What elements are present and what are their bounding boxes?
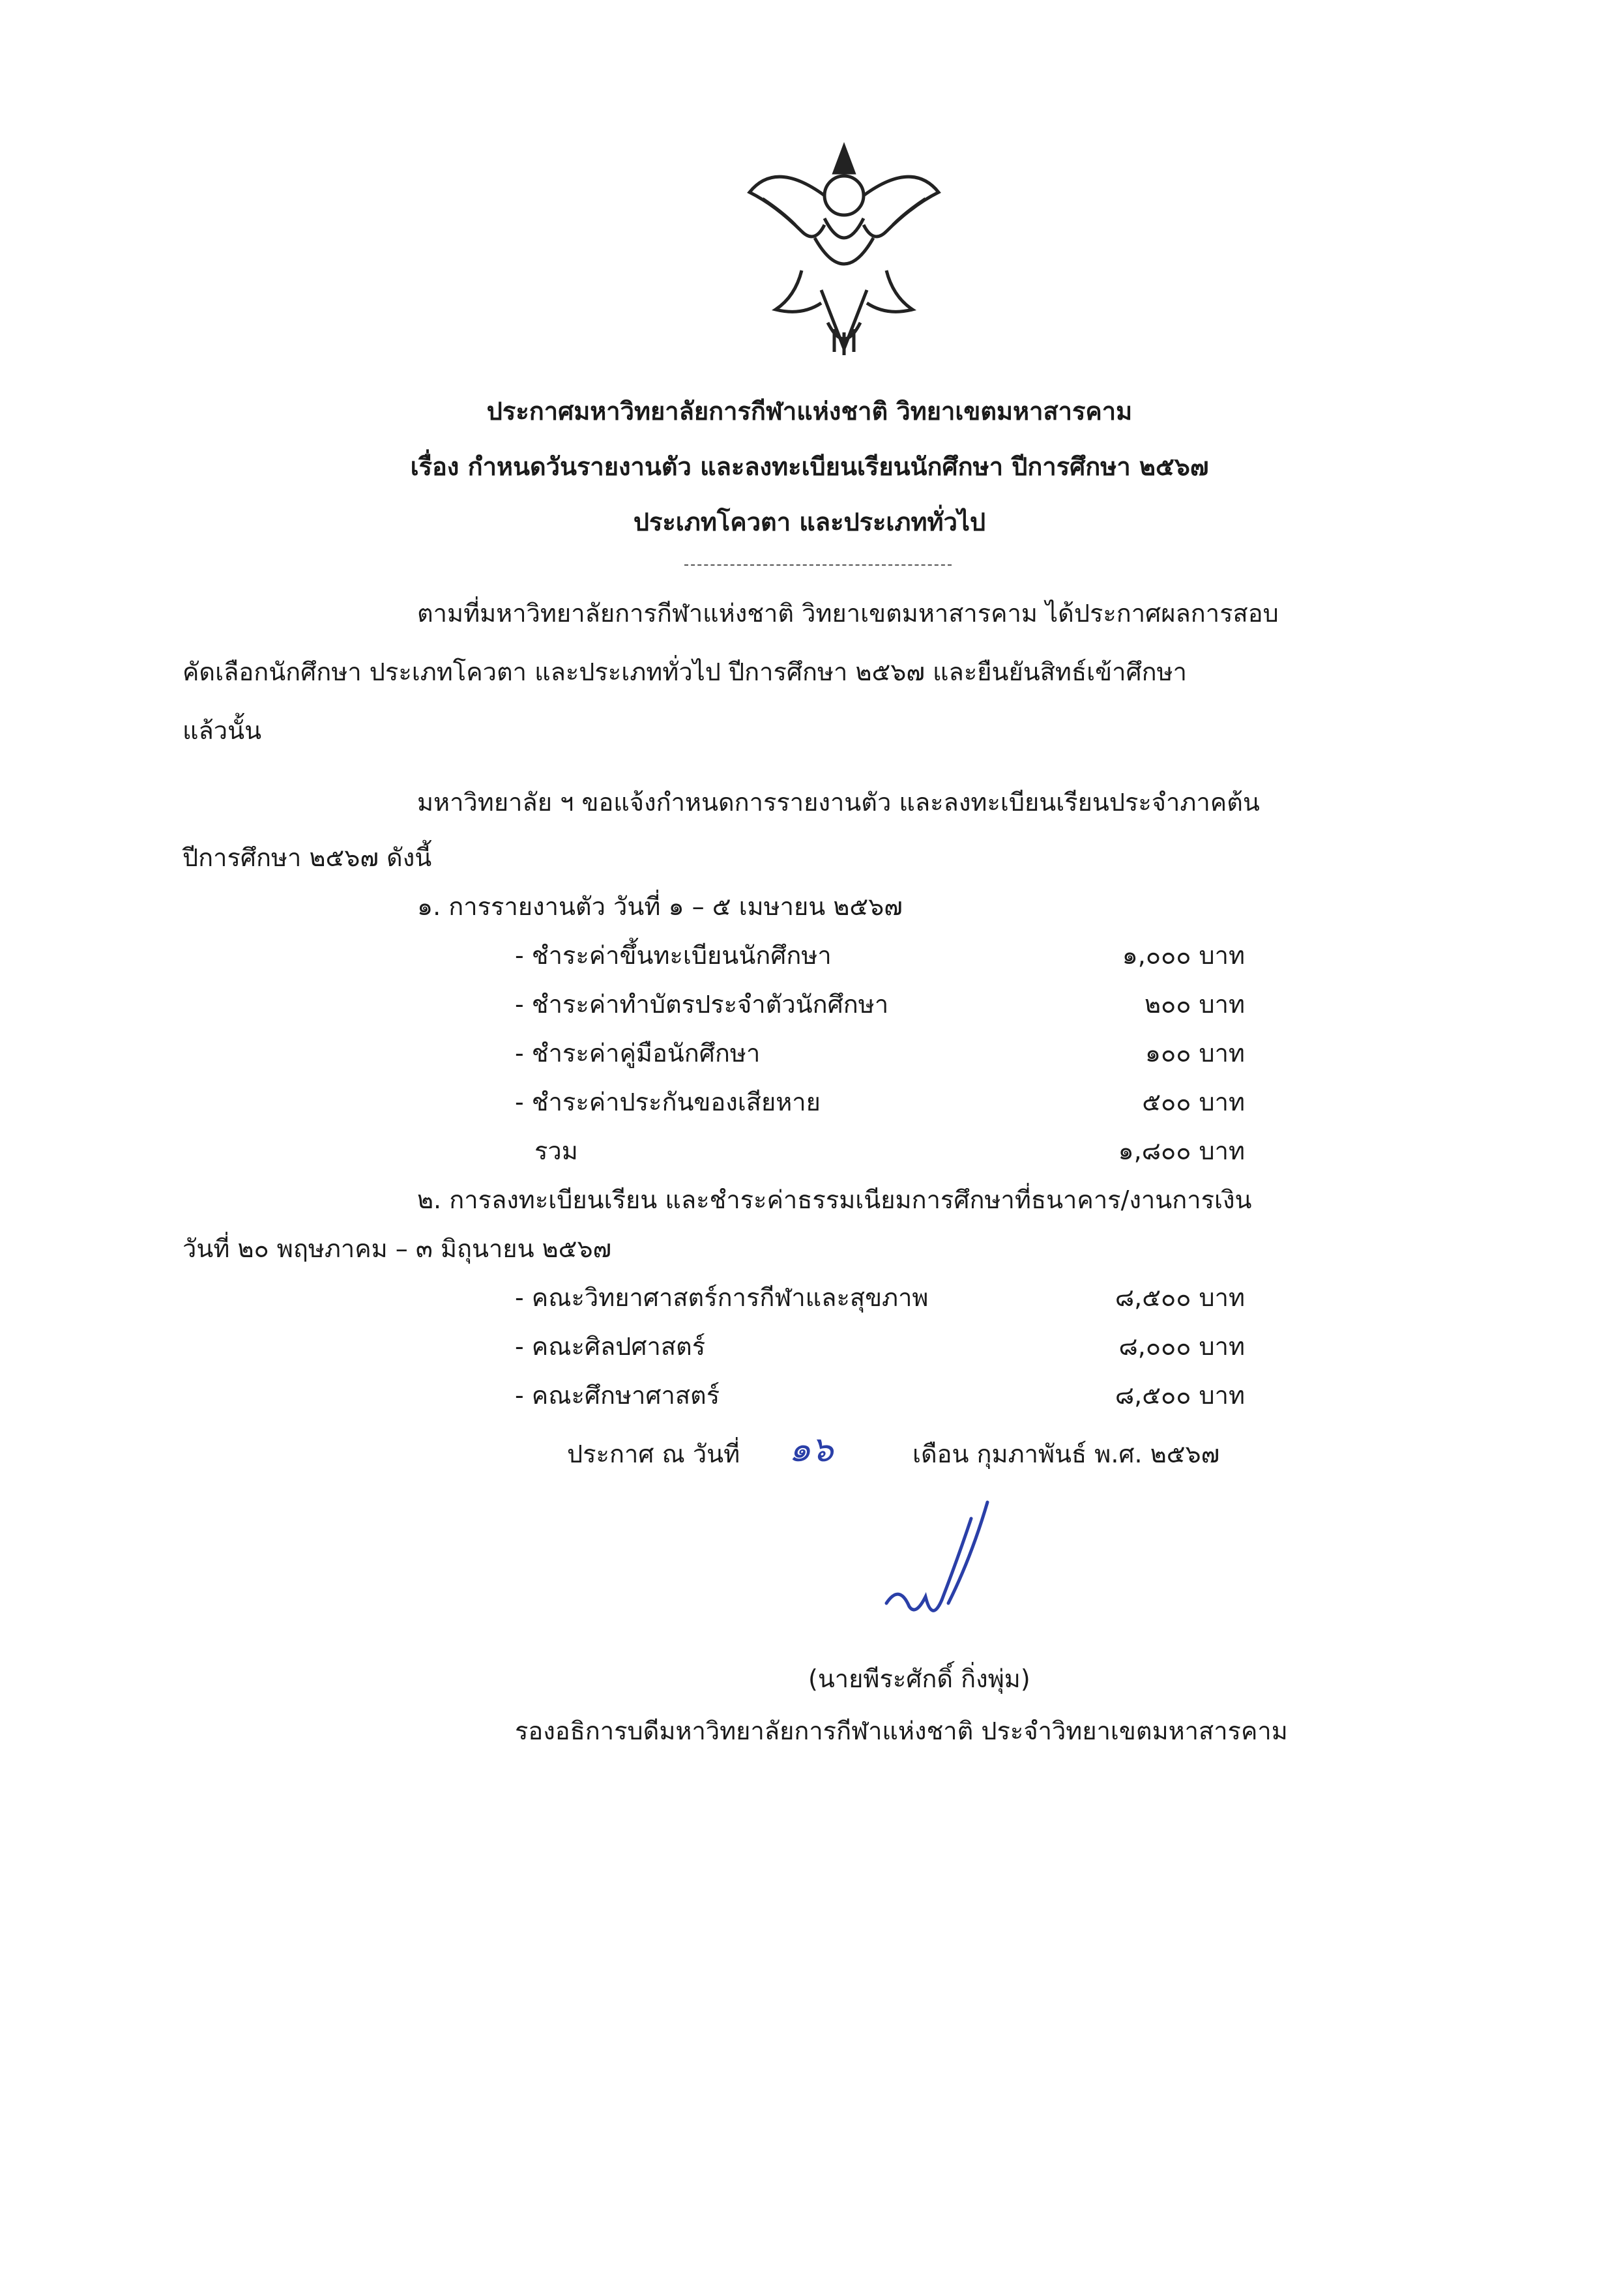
announce-date-prefix: ประกาศ ณ วันที่ <box>567 1440 740 1468</box>
section1-total-label: รวม <box>534 1137 578 1165</box>
section1-item-label: - ชำระค่าประกันของเสียหาย <box>515 1088 821 1116</box>
schedule-paragraph-line1: มหาวิทยาลัย ฯ ขอแจ้งกำหนดการรายงานตัว และลงทะเบียนเรียนประจำภาคต้น <box>417 788 1260 817</box>
schedule-paragraph-line2: ปีการศึกษา ๒๕๖๗ ดังนี้ <box>182 843 432 872</box>
section2-item-label: - คณะศิลปศาสตร์ <box>515 1332 706 1361</box>
intro-paragraph-line2: คัดเลือกนักศึกษา ประเภทโควตา และประเภททั่วไป ปีการศึกษา ๒๕๖๗ และยืนยันสิทธ์เข้าศึกษา <box>182 658 1187 686</box>
section1-item-label: - ชำระค่าขึ้นทะเบียนนักศึกษา <box>515 941 832 970</box>
section2-item-label: - คณะวิทยาศาสตร์การกีฬาและสุขภาพ <box>515 1283 929 1312</box>
garuda-emblem-icon <box>737 134 952 362</box>
signatory-position: รองอธิการบดีมหาวิทยาลัยการกีฬาแห่งชาติ ประจำวิทยาเขตมหาสารคาม <box>515 1717 1288 1745</box>
section1-item-amount: ๒๐๐ บาท <box>1144 990 1245 1019</box>
handwritten-signature-icon <box>880 1492 1010 1642</box>
section1-item-amount: ๑๐๐ บาท <box>1145 1039 1245 1068</box>
section1-heading: ๑. การรายงานตัว วันที่ ๑ – ๕ เมษายน ๒๕๖๗ <box>417 892 903 921</box>
announce-day-handwritten: ๑๖ <box>789 1429 834 1470</box>
intro-paragraph-line3: แล้วนั้น <box>182 716 262 745</box>
section2-item-amount: ๘,๕๐๐ บาท <box>1115 1381 1245 1410</box>
section1-item-amount: ๕๐๐ บาท <box>1142 1088 1245 1116</box>
section1-item-amount: ๑,๐๐๐ บาท <box>1122 941 1245 970</box>
intro-paragraph-line1: ตามที่มหาวิทยาลัยการกีฬาแห่งชาติ วิทยาเขตมหาสารคาม ได้ประกาศผลการสอบ <box>417 599 1279 628</box>
signatory-name: (นายพีระศักดิ์ กิ่งพุ่ม) <box>808 1664 1030 1693</box>
section2-item-label: - คณะศึกษาศาสตร์ <box>515 1381 720 1410</box>
section2-item-amount: ๘,๐๐๐ บาท <box>1118 1332 1245 1361</box>
section1-item-label: - ชำระค่าทำบัตรประจำตัวนักศึกษา <box>515 990 889 1019</box>
section2-heading-line2: วันที่ ๒๐ พฤษภาคม – ๓ มิถุนายน ๒๕๖๗ <box>182 1234 612 1263</box>
announcement-title-line1: ประกาศมหาวิทยาลัยการกีฬาแห่งชาติ วิทยาเขตมหาสารคาม <box>486 397 1133 426</box>
header-separator <box>684 564 952 566</box>
section2-heading-line1: ๒. การลงทะเบียนเรียน และชำระค่าธรรมเนียมการศึกษาที่ธนาคาร/งานการเงิน <box>417 1185 1252 1214</box>
announcement-subject-line: เรื่อง กำหนดวันรายงานตัว และลงทะเบียนเรียนนักศึกษา ปีการศึกษา ๒๕๖๗ <box>410 452 1209 481</box>
section1-item-label: - ชำระค่าคู่มือนักศึกษา <box>515 1039 761 1068</box>
announce-date-month: เดือน กุมภาพันธ์ พ.ศ. ๒๕๖๗ <box>912 1440 1220 1468</box>
section1-total-amount: ๑,๘๐๐ บาท <box>1118 1137 1245 1165</box>
announcement-type-line: ประเภทโควตา และประเภททั่วไป <box>633 508 986 536</box>
section2-item-amount: ๘,๕๐๐ บาท <box>1115 1283 1245 1312</box>
